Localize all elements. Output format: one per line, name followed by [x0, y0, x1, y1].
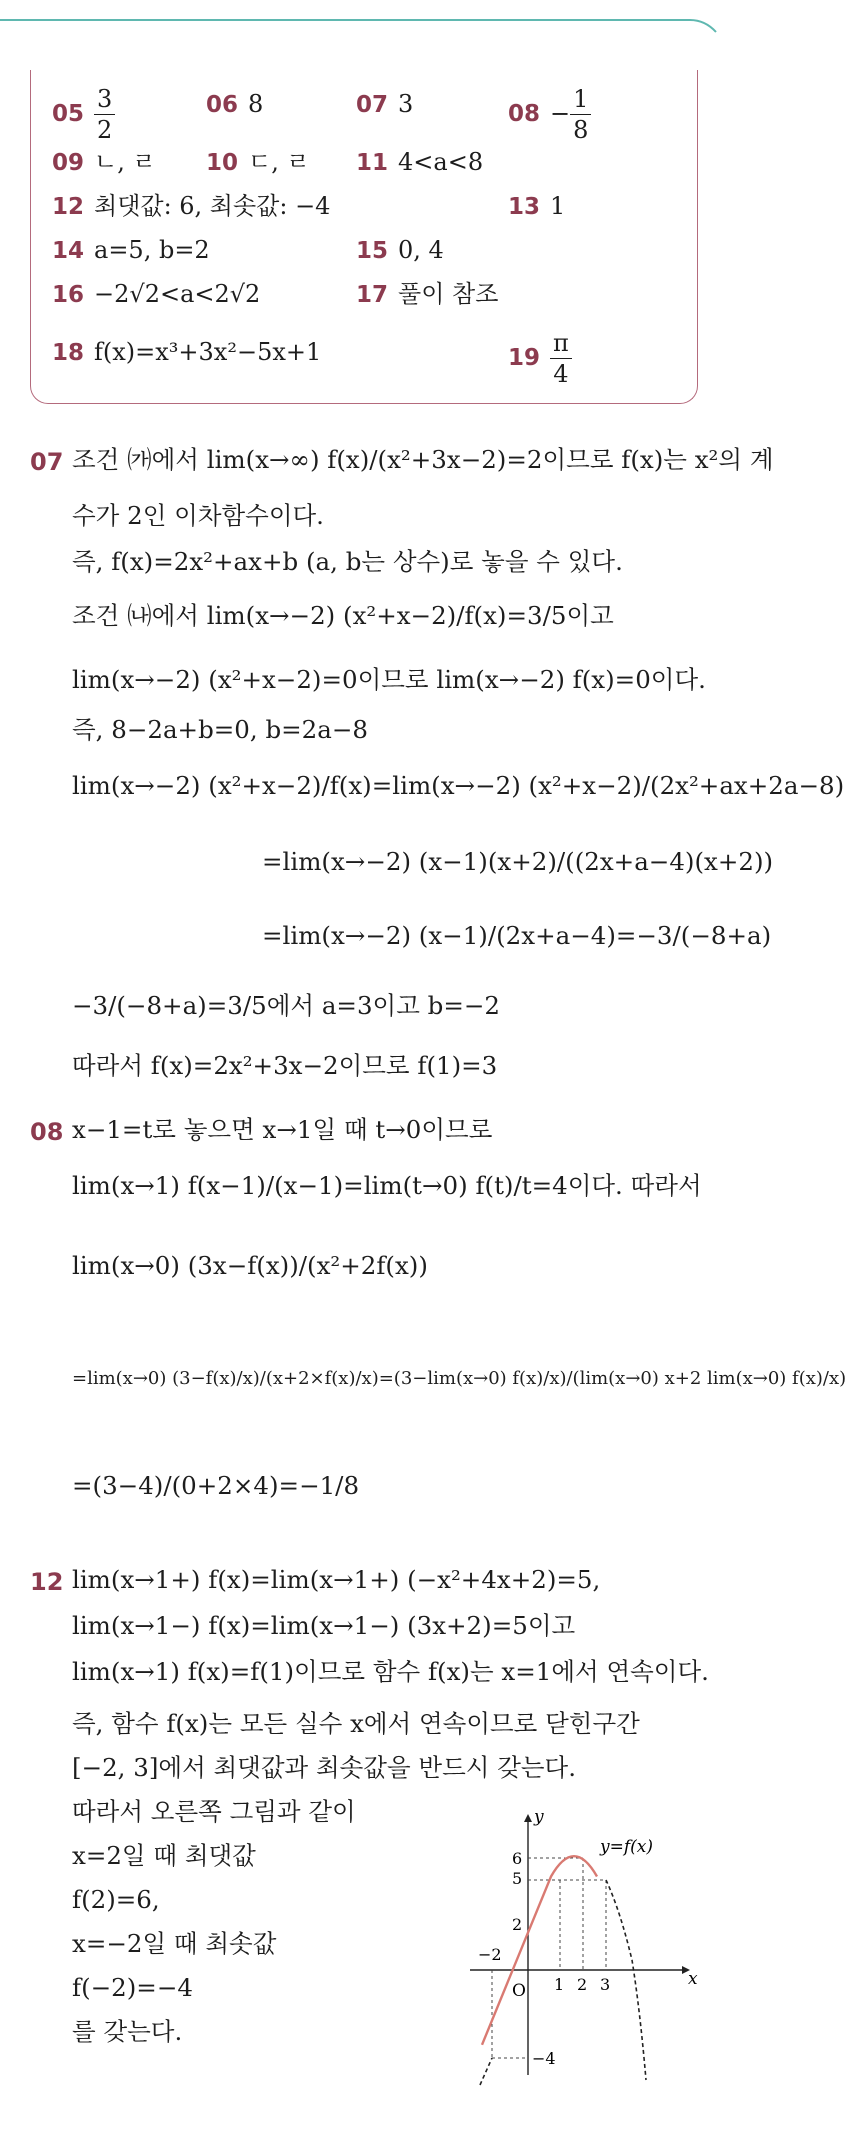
answer-06: 06 8 — [206, 90, 264, 118]
solution-07-line-7: lim(x→−2) (x²+x−2)/f(x)=lim(x→−2) (x²+x−2)/(2x²+ax+2a−8) — [72, 771, 845, 800]
solution-07-line-5: lim(x→−2) (x²+x−2)=0이므로 lim(x→−2) f(x)=0이다. — [72, 665, 706, 694]
answer-11: 11 4<a<8 — [356, 148, 484, 176]
x-tick-3: 3 — [600, 1975, 611, 1994]
solution-08-line-1: x−1=t로 놓으면 x→1일 때 t→0이므로 — [72, 1115, 493, 1144]
solution-07-line-8: =lim(x→−2) (x−1)(x+2)/((2x+a−4)(x+2)) — [262, 847, 774, 876]
curve-dashed-right — [606, 1880, 646, 2080]
x-tick-neg2: −2 — [478, 1945, 502, 1964]
answer-17: 17 풀이 참조 — [356, 280, 499, 308]
answer-14: 14 a=5, b=2 — [52, 236, 210, 264]
answer-09: 09 ㄴ, ㄹ — [52, 148, 156, 176]
curve-dashed-left — [480, 2058, 492, 2085]
answer-15: 15 0, 4 — [356, 236, 444, 264]
x-axis-label: x — [688, 1969, 698, 1989]
solution-08-line-2: lim(x→1) f(x−1)/(x−1)=lim(t→0) f(t)/t=4이다. 따라서 — [72, 1171, 702, 1200]
solution-12-line-8: f(2)=6, — [72, 1885, 160, 1914]
y-tick-6: 6 — [512, 1849, 523, 1868]
solution-12-line-3: lim(x→1) f(x)=f(1)이므로 함수 f(x)는 x=1에서 연속이다. — [72, 1657, 709, 1686]
top-decorative-line — [0, 0, 728, 40]
answer-16: 16 −2√2<a<2√2 — [52, 280, 261, 308]
curve-label: y=f(x) — [600, 1837, 653, 1857]
y-tick-5: 5 — [512, 1869, 523, 1888]
solution-07-line-10: −3/(−8+a)=3/5에서 a=3이고 b=−2 — [72, 991, 500, 1020]
y-tick-neg4: −4 — [532, 2049, 556, 2068]
answer-10: 10 ㄷ, ㄹ — [206, 148, 310, 176]
solution-08-number: 08 — [30, 1118, 64, 1146]
solution-07-line-9: =lim(x→−2) (x−1)/(2x+a−4)=−3/(−8+a) — [262, 921, 772, 950]
solution-08-line-5: =(3−4)/(0+2×4)=−1/8 — [72, 1471, 360, 1500]
answer-05: 05 $\frac{3}{2}$ — [52, 86, 115, 144]
solution-12-line-10: f(−2)=−4 — [72, 1973, 193, 2002]
solution-12-number: 12 — [30, 1568, 64, 1596]
solution-08-line-4: =lim(x→0) (3−f(x)/x)/(x+2×f(x)/x)=(3−lim(x→0) f(x)/x)/(lim(x→0) x+2 lim(x→0) f(x)/x) — [72, 1368, 846, 1389]
answer-19: 19 $\frac{\pi}{4}$ — [508, 330, 572, 388]
solution-07-line-11: 따라서 f(x)=2x²+3x−2이므로 f(1)=3 — [72, 1051, 498, 1080]
function-graph — [460, 1800, 710, 2080]
x-tick-1: 1 — [554, 1975, 565, 1994]
solution-07-line-1: 조건 ㈎에서 lim(x→∞) f(x)/(x²+3x−2)=2이므로 f(x)는 x²의 계 — [72, 445, 774, 474]
solution-07-line-4: 조건 ㈏에서 lim(x→−2) (x²+x−2)/f(x)=3/5이고 — [72, 601, 614, 630]
solution-12-line-4: 즉, 함수 f(x)는 모든 실수 x에서 연속이므로 닫힌구간 — [72, 1709, 640, 1738]
fraction: $\frac{3}{2}$ — [94, 86, 115, 144]
answer-13: 13 1 — [508, 192, 566, 220]
solution-12-line-1: lim(x→1+) f(x)=lim(x→1+) (−x²+4x+2)=5, — [72, 1565, 601, 1594]
solution-07-number: 07 — [30, 448, 64, 476]
answer-07: 07 3 — [356, 90, 414, 118]
x-tick-2: 2 — [577, 1975, 588, 1994]
solution-12-line-11: 를 갖는다. — [72, 2017, 183, 2046]
solution-07-line-3: 즉, f(x)=2x²+ax+b (a, b는 상수)로 놓을 수 있다. — [72, 547, 623, 576]
solution-12-line-6: 따라서 오른쪽 그림과 같이 — [72, 1797, 356, 1826]
solution-08-line-3: lim(x→0) (3x−f(x))/(x²+2f(x)) — [72, 1251, 428, 1280]
solution-12-line-9: x=−2일 때 최솟값 — [72, 1929, 277, 1958]
solution-07-line-2: 수가 2인 이차함수이다. — [72, 501, 324, 530]
y-tick-2: 2 — [512, 1915, 523, 1934]
answer-08: 08 − $\frac{1}{8}$ — [508, 86, 591, 144]
origin-label: O — [512, 1981, 526, 2001]
answer-12: 12 최댓값: 6, 최솟값: −4 — [52, 192, 331, 220]
solution-12-line-7: x=2일 때 최댓값 — [72, 1841, 256, 1870]
answer-18: 18 f(x)=x³+3x²−5x+1 — [52, 338, 322, 366]
y-axis-arrow — [524, 1814, 532, 1822]
solution-12-line-2: lim(x→1−) f(x)=lim(x→1−) (3x+2)=5이고 — [72, 1611, 576, 1640]
solution-07-line-6: 즉, 8−2a+b=0, b=2a−8 — [72, 715, 368, 744]
y-axis-label: y — [534, 1807, 544, 1827]
solution-12-line-5: [−2, 3]에서 최댓값과 최솟값을 반드시 갖는다. — [72, 1753, 577, 1782]
